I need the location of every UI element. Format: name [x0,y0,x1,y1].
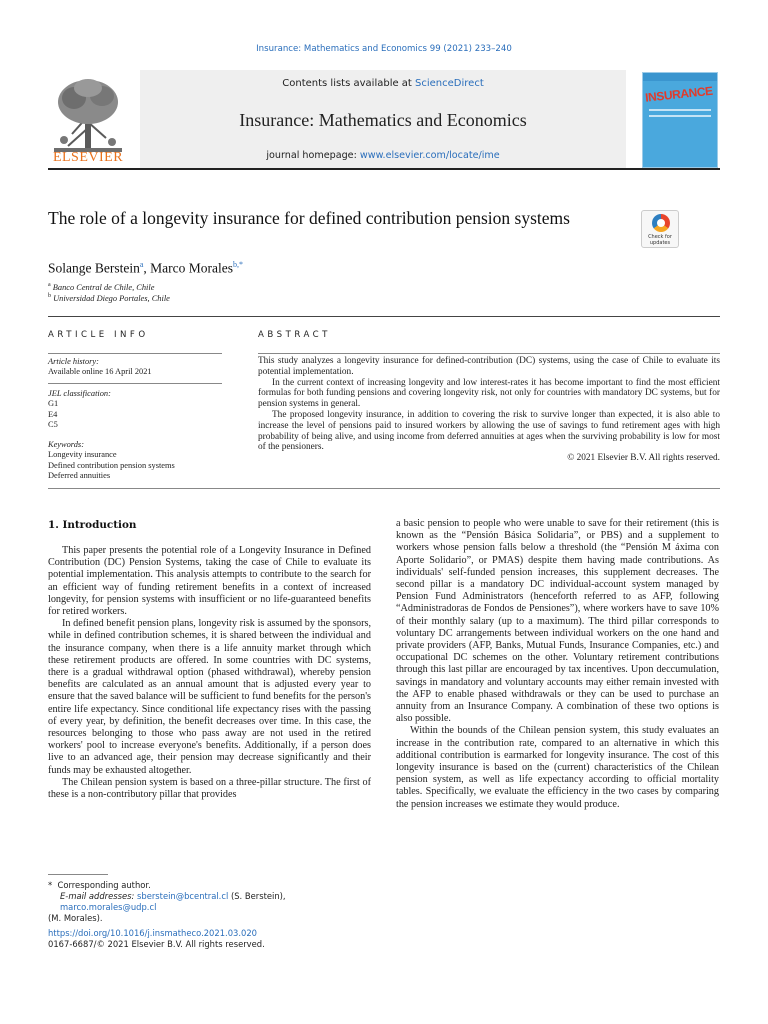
keywords-label: Keywords: [48,440,84,449]
body-paragraph: a basic pension to people who were unable to save for their retirement (this is known as the “Pensión Básica Solidaria”, or PBS) and a supplement to workers whose pension falls below a threshold (the “Pensión M áxima con Aporte Solidario”, or PMAS) despite them having made contributions. As individuals' self-funded pension increases, this supplement decreases. The second pillar is a mandatory DC individual-account system managed by Pension Fund Administrators (henceforth referred to as AFP, following “Administradoras de Fondos de Pensiones”), where workers have to save 10% of their monthly salary (up to a maximum). The third pillar corresponds to voluntary DC arrangements between individual workers on the one hand and private providers (AFP, Banks, Mutual Funds, Insurance Companies, etc.) and occupational DC schemes on the other. Voluntary retirement contributions through this last pillar are encouraged by tax incentives. Upon deccumulation, savings in mandatory and voluntary accounts may either remain invested with the AFP to enable phased withdrawals or they can be used to purchase an annuity from an Insurance Company. A combination of these two options is also possible. [396,518,719,725]
jel-label: JEL classification: [48,389,111,398]
divider [48,316,720,317]
keyword: Defined contribution pension systems [48,460,175,470]
affil-text: Banco Central de Chile, Chile [52,282,155,292]
body-paragraph: This paper presents the potential role of a Longevity Insurance in Defined Contribution (DC) Pension Systems, taking the case of Chile to evaluate its potential implementation. This analysis attempts to contribute to the search for an efficient way of funding retirement benefits in a context of increased longevity, for pension systems with insufficient or no life-guaranteed benefits for retired workers. [48,545,371,618]
divider [48,488,720,489]
affiliation-b [48,293,170,303]
keyword: Deferred annuities [48,471,111,481]
email-owner: (M. Morales). [48,913,103,923]
affil-text: Universidad Diego Portales, Chile [53,293,170,303]
abstract-copyright: © 2021 Elsevier B.V. All rights reserved. [567,453,720,464]
cover-stripe [649,109,711,111]
abstract-paragraph: The proposed longevity insurance, in addition to covering the risk to survive longer than expected, it is also able to increase the level of pensions paid to insured workers by allowing the use of savings to fund retirement ages with high probability of being alive, and using income from deferred annuities at ages when the surviving probability is low for most of the pensioners. [258,409,720,453]
author-name[interactable]: Marco Morales [150,260,234,276]
author-list [48,260,243,277]
history-value: Available online 16 April 2021 [48,367,152,377]
journal-cover-thumbnail[interactable] [642,72,718,168]
email-link[interactable]: marco.morales@udp.cl [60,902,157,912]
keyword: Longevity insurance [48,450,117,460]
email-owner: (S. Berstein), [230,891,286,901]
body-paragraph: The Chilean pension system is based on a three-pillar structure. The first of these is a non-contributory pillar that provides [48,776,371,801]
body-column-left [48,545,371,801]
contents-prefix: Contents lists available at [282,78,416,89]
body-paragraph: In defined benefit pension plans, longevity risk is assumed by the sponsors, while in defined contribution schemes, it is shared between the individual and the insurance company, when there is a life annuity market through which these retirement products are offered. In some countries with DC systems, there is a gradual withdrawal option (phased withdrawal), whereby pension benefits are calculated as an annual amount that is adjusted every year to ensure that the saved balance will be sufficient to fund benefits for the person's entire life expectancy. Since conditional life expectancy rises with the passing of every year, by definition, the benefit decreases over time. In this case, the resources belonging to those who pass away are not used in the retired workers' pool to increase everyone's benefits. Additionally, if a person does live to an advanced age, their pension may decrease significantly and their funds may be exhausted altogether. [48,618,371,776]
homepage-link[interactable]: www.elsevier.com/locate/ime [359,150,500,161]
check-updates-icon [652,214,670,232]
publisher-name: ELSEVIER [52,150,124,165]
divider [48,383,222,384]
affil-mark: b [48,293,51,299]
article-info-heading: ARTICLE INFO [48,330,149,340]
body-column-right [396,518,719,811]
author-separator: , [143,260,151,276]
keywords [48,440,222,482]
body-paragraph: Within the bounds of the Chilean pension system, this study evaluates an increase in the contribution rate, compared to an alternative in which this additional contribution is earmarked for longevity insurance. The cost of this longevity insurance is based on the (current) characteristics of the Chilean pension system, as well as life expectancy according to official mortality tables. Specifically, we evaluate the efficiency in the two cases by comparing the pension increases we estimate they would produce. [396,725,719,810]
issn-copyright: 0167-6687/© 2021 Elsevier B.V. All rights reserved. [48,939,265,949]
cover-stripe [649,115,711,117]
divider [48,353,222,354]
contents-line [140,78,626,89]
email-link[interactable]: sberstein@bcentral.cl [137,891,229,901]
jel-classification [48,389,222,431]
journal-homepage [140,150,626,161]
abstract-heading: ABSTRACT [258,330,331,340]
journal-citation[interactable]: Insurance: Mathematics and Economics 99 (2021) 233–240 [256,44,512,54]
section-heading-introduction: 1. Introduction [48,519,137,531]
divider [258,353,720,354]
journal-banner [48,70,720,170]
sciencedirect-link[interactable]: ScienceDirect [415,78,484,89]
homepage-prefix: journal homepage: [266,150,360,161]
check-updates-label: Check for updates [648,234,672,246]
footnote-rule [48,874,108,875]
footnote [48,880,374,924]
abstract-paragraph: In the current context of increasing longevity and low interest-rates it has become important to find the most efficient formulas for both funding pensions and covering longevity risk, not only for countries with mandatory DC systems, but for pension systems in general. [258,377,720,410]
affil-mark: a [48,282,51,288]
doi-link[interactable]: https://doi.org/10.1016/j.insmatheco.2021.03.020 [48,928,258,938]
footnote-mark: * [48,880,53,890]
author-affil-mark[interactable]: b,* [233,260,244,269]
banner-center-panel [140,70,626,168]
doi-block [48,928,265,950]
footnote-text: Corresponding author. [57,880,151,890]
affiliation-a [48,282,154,292]
cover-top-band [643,73,717,81]
journal-title: Insurance: Mathematics and Economics [239,110,527,130]
jel-code: E4 [48,409,58,419]
jel-code: G1 [48,399,59,409]
article-title: The role of a longevity insurance for defined contribution pension systems [48,208,570,228]
check-for-updates-button[interactable] [641,210,679,248]
cover-title: INSURANCE [644,83,714,105]
footnote-corresponding [48,880,374,891]
history-label: Article history: [48,357,99,366]
author-name[interactable]: Solange Berstein [48,260,140,276]
article-history [48,357,222,378]
abstract-paragraph: This study analyzes a longevity insurance for defined-contribution (DC) systems, using the case of Chile to evaluate its potential implementation. [258,356,720,377]
jel-code: C5 [48,420,58,430]
email-label: E-mail addresses: [60,891,135,901]
author-affil-mark[interactable]: a [139,260,144,269]
abstract-body [258,356,720,464]
footnote-emails [48,891,374,913]
